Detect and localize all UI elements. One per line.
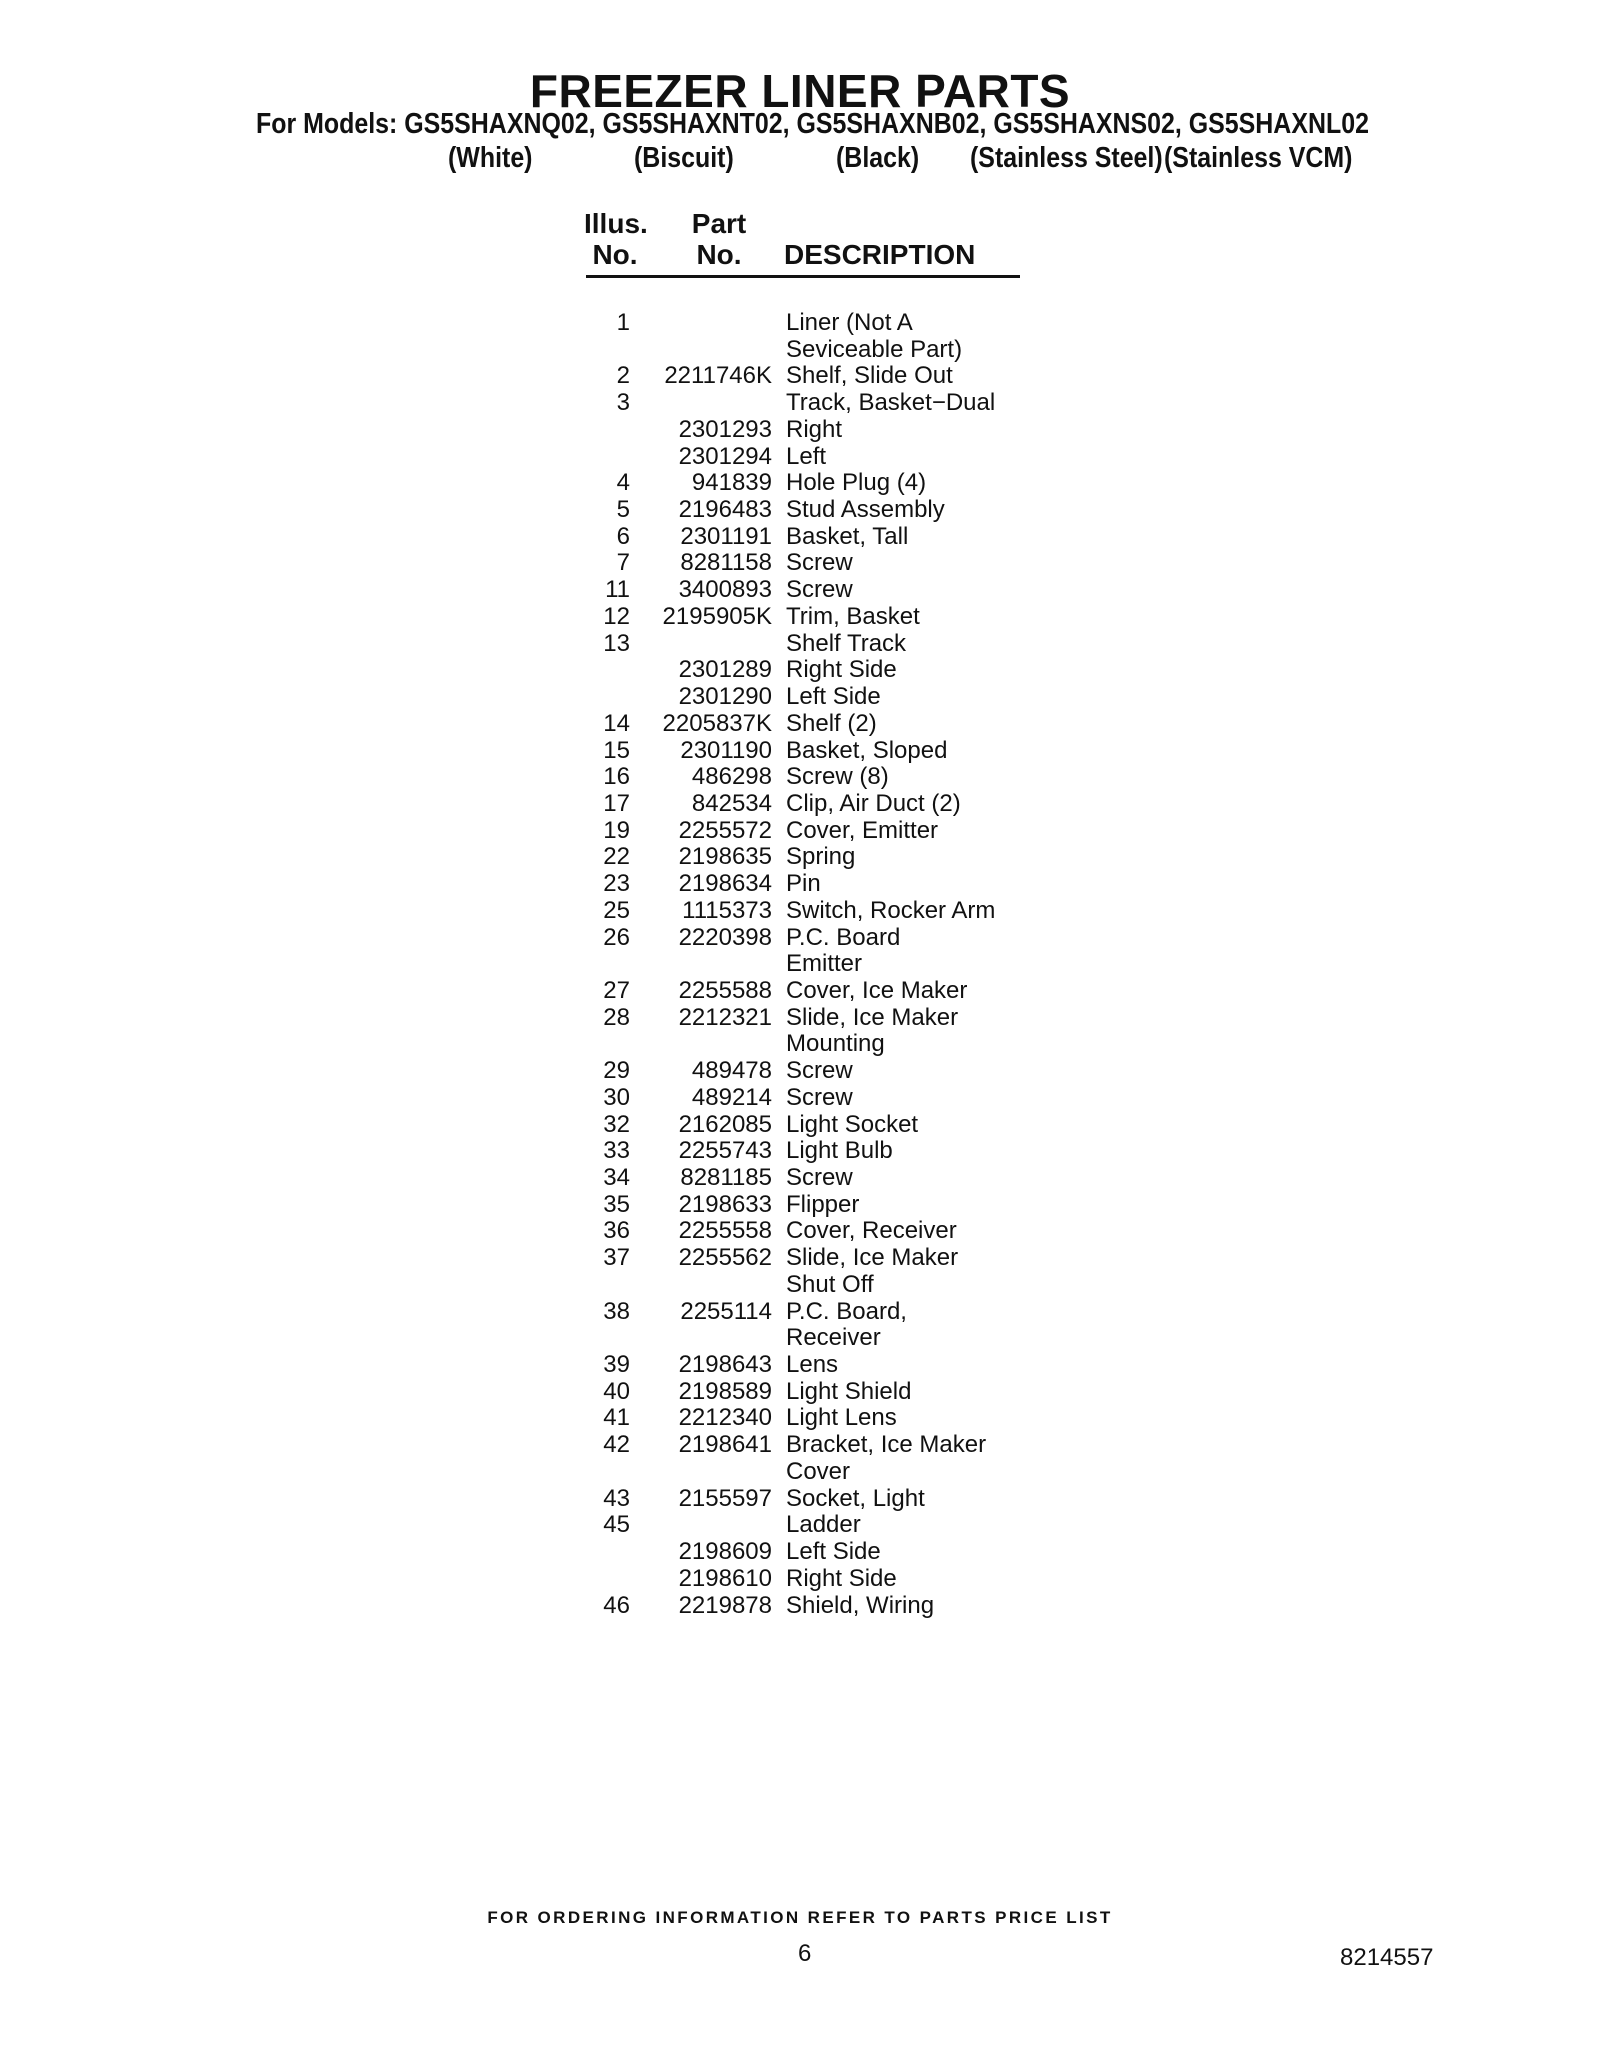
table-row — [0, 1005, 1600, 1032]
table-row — [0, 1058, 1600, 1085]
illus-number: 14 — [603, 709, 630, 737]
table-row — [0, 871, 1600, 898]
part-number: 2195905K — [662, 602, 772, 630]
illus-number: 6 — [616, 522, 630, 550]
part-number: 2196483 — [678, 496, 772, 524]
table-row — [0, 711, 1600, 738]
table-row — [0, 1218, 1600, 1245]
part-number: 2205837K — [662, 709, 772, 737]
illus-number: 29 — [603, 1057, 630, 1085]
part-number: 2198634 — [678, 870, 772, 898]
part-number: 2255588 — [678, 976, 772, 1004]
part-description: Right Side — [786, 656, 897, 684]
part-number: 2301190 — [680, 736, 772, 764]
table-row — [0, 1325, 1600, 1352]
illus-number: 17 — [603, 789, 630, 817]
illus-number: 45 — [603, 1511, 630, 1539]
table-row — [0, 951, 1600, 978]
part-description: P.C. Board, — [786, 1297, 907, 1325]
color-biscuit: (Biscuit) — [634, 142, 734, 174]
part-description: Light Lens — [786, 1404, 897, 1432]
table-row — [0, 631, 1600, 658]
table-row — [0, 1432, 1600, 1459]
illus-number: 25 — [603, 896, 630, 924]
illus-number: 2 — [616, 362, 630, 390]
illus-number: 46 — [603, 1591, 630, 1619]
illus-number: 26 — [603, 923, 630, 951]
part-number: 2255558 — [678, 1217, 772, 1245]
part-description: Hole Plug (4) — [786, 469, 927, 497]
part-description: Left Side — [786, 683, 881, 711]
illus-number: 12 — [603, 602, 630, 630]
table-row — [0, 444, 1600, 471]
part-description: Shelf (2) — [786, 709, 877, 737]
table-row — [0, 1379, 1600, 1406]
illus-number: 43 — [603, 1484, 630, 1512]
part-number: 2219878 — [678, 1591, 772, 1619]
part-description: P.C. Board — [786, 923, 901, 951]
color-stainless-steel: (Stainless Steel) — [970, 142, 1163, 174]
part-number: 2301294 — [678, 442, 772, 470]
table-row — [0, 1138, 1600, 1165]
col-header-description: DESCRIPTION — [784, 239, 976, 270]
table-row — [0, 1112, 1600, 1139]
part-number: 3400893 — [678, 576, 772, 604]
table-row — [0, 470, 1600, 497]
part-description: Emitter — [786, 950, 863, 978]
part-number: 2301289 — [678, 656, 772, 684]
part-description: Screw — [786, 1057, 853, 1085]
part-description: Receiver — [786, 1324, 881, 1352]
table-row — [0, 1272, 1600, 1299]
table-row — [0, 657, 1600, 684]
illus-number: 13 — [603, 629, 630, 657]
illus-number: 7 — [616, 549, 630, 577]
part-description: Liner (Not A — [786, 309, 913, 336]
table-row — [0, 764, 1600, 791]
part-number: 489478 — [691, 1057, 772, 1085]
table-row — [0, 1459, 1600, 1486]
table-row — [0, 1245, 1600, 1272]
color-stainless-vcm: (Stainless VCM) — [1164, 142, 1353, 174]
table-row — [0, 1031, 1600, 1058]
table-row — [0, 1512, 1600, 1539]
part-number: 2162085 — [678, 1110, 772, 1138]
illus-number: 32 — [603, 1110, 630, 1138]
part-description: Light Bulb — [786, 1137, 893, 1165]
part-number: 2198589 — [678, 1377, 772, 1405]
table-row — [0, 1352, 1600, 1379]
part-description: Basket, Tall — [786, 522, 909, 550]
part-number: 2301191 — [680, 522, 772, 550]
part-number: 8281185 — [680, 1164, 772, 1191]
part-description: Seviceable Part) — [786, 335, 963, 363]
model-colors — [0, 142, 1600, 178]
illus-number: 27 — [603, 976, 630, 1004]
part-description: Shelf, Slide Out — [786, 362, 953, 390]
part-number: 2198610 — [678, 1564, 772, 1592]
illus-number: 40 — [603, 1377, 630, 1405]
table-row — [0, 898, 1600, 925]
illus-number: 5 — [616, 496, 630, 524]
illus-number: 4 — [616, 469, 630, 497]
part-description: Left — [786, 442, 827, 470]
part-number: 2155597 — [678, 1484, 772, 1512]
part-description: Screw — [786, 549, 853, 577]
table-row — [0, 738, 1600, 765]
part-number: 2255743 — [678, 1137, 772, 1165]
part-number: 1115373 — [682, 896, 772, 924]
color-black: (Black) — [836, 142, 920, 174]
part-description: Right Side — [786, 1564, 897, 1592]
part-description: Screw — [786, 576, 853, 604]
illus-number: 23 — [603, 870, 630, 898]
parts-table — [0, 310, 1600, 1619]
illus-number: 42 — [603, 1431, 630, 1459]
part-description: Light Socket — [786, 1110, 919, 1138]
part-description: Flipper — [786, 1190, 860, 1218]
part-description: Pin — [786, 870, 821, 898]
part-description: Cover, Ice Maker — [786, 976, 968, 1004]
part-number: 486298 — [691, 763, 772, 791]
illus-number: 34 — [603, 1164, 630, 1191]
illus-number: 16 — [603, 763, 630, 791]
part-number: 2198635 — [678, 843, 772, 871]
part-number: 2212321 — [678, 1003, 772, 1031]
part-number: 2198641 — [678, 1431, 772, 1459]
table-row — [0, 337, 1600, 364]
table-row — [0, 524, 1600, 551]
table-row — [0, 1593, 1600, 1620]
table-row — [0, 684, 1600, 711]
table-row — [0, 844, 1600, 871]
part-description: Cover — [786, 1457, 851, 1485]
part-description: Right — [786, 415, 843, 443]
table-row — [0, 1486, 1600, 1513]
illus-number: 19 — [603, 816, 630, 844]
col-header-part: Part No. — [691, 208, 747, 270]
part-description: Shield, Wiring — [786, 1591, 935, 1619]
illus-number: 33 — [603, 1137, 630, 1165]
document-number: 8214557 — [1340, 1944, 1434, 1971]
illus-number: 15 — [603, 736, 630, 764]
page-number: 6 — [798, 1940, 812, 1967]
part-number: 2301290 — [678, 683, 772, 711]
part-number: 2198643 — [678, 1351, 772, 1379]
table-row — [0, 310, 1600, 337]
header-rule — [586, 275, 1020, 278]
table-row — [0, 925, 1600, 952]
part-description: Ladder — [786, 1511, 861, 1539]
part-description: Screw — [786, 1164, 853, 1191]
part-description: Light Shield — [786, 1377, 912, 1405]
part-description: Lens — [786, 1351, 839, 1379]
table-row — [0, 1566, 1600, 1593]
table-row — [0, 363, 1600, 390]
part-description: Bracket, Ice Maker — [786, 1431, 987, 1459]
part-number: 2220398 — [678, 923, 772, 951]
table-row — [0, 818, 1600, 845]
part-number: 2211746K — [664, 362, 772, 390]
illus-number: 35 — [603, 1190, 630, 1218]
part-number: 941839 — [691, 469, 772, 497]
table-row — [0, 497, 1600, 524]
part-description: Cover, Receiver — [786, 1217, 957, 1245]
illus-number: 28 — [603, 1003, 630, 1031]
part-description: Clip, Air Duct (2) — [786, 789, 961, 817]
part-number: 2301293 — [678, 415, 772, 443]
part-description: Left Side — [786, 1538, 881, 1566]
part-description: Slide, Ice Maker — [786, 1244, 959, 1272]
illus-number: 37 — [603, 1244, 630, 1272]
table-row — [0, 1085, 1600, 1112]
part-description: Screw (8) — [786, 763, 889, 791]
table-row — [0, 1192, 1600, 1219]
part-description: Spring — [786, 843, 856, 871]
illus-number: 39 — [603, 1351, 630, 1379]
part-description: Shut Off — [786, 1270, 874, 1298]
part-description: Shelf Track — [786, 629, 907, 657]
illus-number: 41 — [603, 1404, 630, 1432]
illus-number: 3 — [616, 389, 630, 417]
ordering-note: FOR ORDERING INFORMATION REFER TO PARTS PRICE LIST — [487, 1908, 1113, 1927]
table-row — [0, 604, 1600, 631]
table-row — [0, 1299, 1600, 1326]
table-row — [0, 978, 1600, 1005]
part-number: 2212340 — [678, 1404, 772, 1432]
table-row — [0, 577, 1600, 604]
part-description: Trim, Basket — [786, 602, 920, 630]
part-description: Switch, Rocker Arm — [786, 896, 996, 924]
table-row — [0, 550, 1600, 577]
illus-number: 22 — [603, 843, 630, 871]
table-row — [0, 1405, 1600, 1432]
part-number: 2198633 — [678, 1190, 772, 1218]
illus-number: 1 — [616, 309, 630, 336]
table-row — [0, 417, 1600, 444]
part-number: 2255572 — [678, 816, 772, 844]
part-number: 2255562 — [678, 1244, 772, 1272]
illus-number: 11 — [605, 576, 630, 604]
illus-number: 36 — [603, 1217, 630, 1245]
models-line: For Models: GS5SHAXNQ02, GS5SHAXNT02, GS5SHAXNB02, GS5SHAXNS02, GS5SHAXNL02 — [256, 108, 1369, 140]
part-description: Track, Basket−Dual — [786, 389, 996, 417]
part-number: 8281158 — [680, 549, 772, 577]
color-white: (White) — [448, 142, 533, 174]
table-row — [0, 791, 1600, 818]
table-row — [0, 1539, 1600, 1566]
part-description: Mounting — [786, 1030, 885, 1058]
page-title: FREEZER LINER PARTS — [529, 65, 1071, 117]
part-description: Basket, Sloped — [786, 736, 948, 764]
part-description: Stud Assembly — [786, 496, 945, 524]
table-row — [0, 1165, 1600, 1192]
part-number: 842534 — [691, 789, 772, 817]
part-description: Cover, Emitter — [786, 816, 939, 844]
part-number: 2255114 — [680, 1297, 772, 1325]
table-row — [0, 390, 1600, 417]
illus-number: 30 — [603, 1083, 630, 1111]
part-description: Screw — [786, 1083, 853, 1111]
part-description: Socket, Light — [786, 1484, 925, 1512]
part-description: Slide, Ice Maker — [786, 1003, 959, 1031]
part-number: 2198609 — [678, 1538, 772, 1566]
part-number: 489214 — [691, 1083, 772, 1111]
illus-number: 38 — [603, 1297, 630, 1325]
col-header-illus: Illus. No. — [584, 208, 648, 270]
